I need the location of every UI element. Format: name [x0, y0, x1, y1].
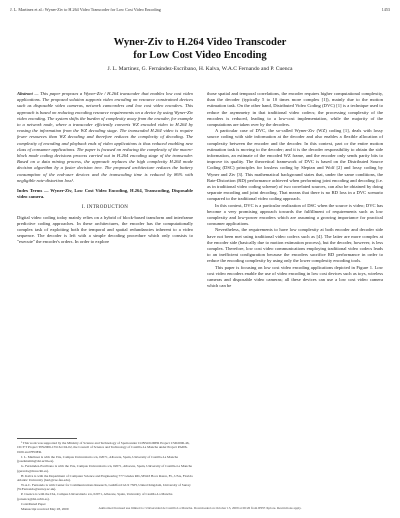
author-list: J. L. Martinez, G. Fernández-Escribano, H. Kalva, W.A.C Fernando and P. Cuenca [107, 66, 293, 72]
right-column [207, 91, 383, 290]
body-paragraph: Digital video coding today mainly relies on a hybrid of block-based transform and interframe predictive coding approaches. In these architectures, the encoder has the computationally complex task of exploiting both the temporal and spatial redundancies inherent to a video sequence. The decoder is left with a simple decoding procedure which only consists to "execute" the encoder's orders. In order to explore [17, 214, 193, 245]
index-terms: Index Terms — Wyner-Ziv, Low Cost Video Encoding, H.264, Transcoding, Disposable video camera. [17, 188, 193, 200]
footnote: P. Cuenca is with the I3A, Campus Universitario s/n, 02071, Albacete, Spain, University of Castilla-La Mancha (pcuenca@dsi.uclm.es). [17, 492, 173, 501]
title-line-1: Wyner-Ziv to H.264 Video Transcoder [113, 37, 287, 48]
footnote: W.A.C. Fernando is with Center for Communications Research, Guildford GU2 7XH, United Kingdom, University of Surrey (W.Fernando@surrey.ac.uk). [17, 483, 191, 492]
running-head [10, 7, 390, 12]
footnote-divider [17, 438, 77, 439]
license-notice: Authorized licensed use limited to: Universidad de Castilla La Mancha. Downloaded on October 13, 2009 at 06:26 from IEEE Xplore. Restrictions apply. [98, 506, 302, 510]
footnote: Contributed Paper [21, 501, 46, 506]
footnote: Manuscript received May 28, 2009 [21, 506, 69, 511]
footnote: J. L. Martinez is with the I3A, Campus Universitario s/n, 02071, Albacete, Spain, University of Castilla-La Mancha (joseluismm@dsi.uclm.es). [17, 454, 178, 464]
abstract-label: Abstract [17, 91, 33, 96]
body-paragraph: This paper is focusing on low cost video encoding applications depicted in Figure 1. Low cost video encoders enable the use of video encoding in low cost devices such as toys, wireless cameras and disposable video cameras; all these devices can use a low cost video camera which can be [207, 264, 383, 289]
title-line-2: for Low Cost Video Encoding [133, 50, 267, 61]
footnote: H. Kalva is with the Department of Computer Science and Engineering 777 Glades RD.,SE#43 Boca Raton, FL, USA, Florida Atlantic University (hari@cse.fau.edu). [17, 473, 193, 483]
paper-title [0, 36, 400, 62]
section-heading-introduction: I. INTRODUCTION [81, 205, 129, 211]
footnote: ¹ This work was supported by the Ministry of Science and Technology of Spain under CONSOLIDER Project CSD2006-46, CICYT Project TIN2006-15516-C04-02, the Council of Science and Technology of Castilla-La Mancha under Project PAI06-0106 and FEDER. [17, 441, 190, 454]
body-paragraph: those spatial and temporal correlations, the encoder requires higher computational complexity, than the decoder (typically 5 to 10 times more complex [1]), mainly due to the motion estimation task. On the other hand, Distributed Video Coding (DVC) [1] is a technique used to reduce the asymmetry in that traditional video codecs; the processing complexity of the encoders is reduced, leading to a low-cost implementation, while the majority of the computations are taken over by the decoders. [207, 91, 383, 128]
abstract [17, 91, 193, 184]
body-paragraph: In this context, DVC is a particular realization of DSC when the source is video; DVC has become a very promising approach towards the fulfillment of requirements such as low complexity and low-power encoders which are assuming a growing importance for practical consumer applications. [207, 202, 383, 227]
footnote: G. Fernández-Escribano is with the I3A, Campus Universitario s/n, 02071, Albacete, Spain, University of Castilla-La Mancha (gerardo@dsi.uclm.es). [17, 464, 192, 473]
abstract-text: — This paper proposes a Wyner-Ziv / H.264 transcoder that enables low cost video applications. The proposed solution supports video encoding on resource constrained devices such as disposable video cameras, network camcorders and low cost video encoders. This approach is based on reducing encoding resource requirements on a device by using Wyner-Ziv video encoding. The system shifts the burden of complexity away from the encoder, for example to a network node, where a transcoder efficiently converts WZ encoded video to H.264 by reusing the information from the WZ decoding stage. The transcoded H.264 video is require fewer resources than WZ decoding and therefore reduces the complexity of decoding. The complexity of encoding and playback ends of video applications is thus reduced enabling new class of consumer applications. The paper is focused on reducing the complexity of the macro-block mode coding decisions process carried out in H.264 encoding stage of the transcoder. Based on a data mining process, the approach replaces the high complexity H.264 mode decision algorithm by a faster decision tree. The proposed architecture reduces the battery consumption of the end-user devices and the transcoding time is reduced by 86% with negligible rate-distortion loss¹. [17, 91, 193, 183]
footnotes [17, 438, 193, 512]
body-paragraph: Nevertheless, the requirements to have low complexity at both encoder and decoder side have not been met using traditional video codecs such as [4]. The latter are more complex at the encoder side (basically due to motion estimation process), but the decoder, however, is less complex. Therefore, low cost video communications employing traditional video codecs leads to an inefficient configuration because the encoders sacrifice RD performance in order to reduce the encoding complexity by using only the lower complexity encoding tools. [207, 227, 383, 264]
left-column [17, 91, 193, 246]
running-head-text: J. L. Martinez et al.: Wyner-Ziv to H.264 Video Transcoder for Low Cost Video Encoding [10, 7, 161, 12]
page-number: 1453 [381, 7, 390, 12]
body-paragraph: A particular case of DVC, the so-called Wyner-Ziv (WZ) coding [1], deals with lossy source coding with side information at the decoder and also enables a flexible allocation of complexity between the encoder and the decoder. In this context, part or the entire motion estimation task is moving to the decoder; and it is the decoder responsibility to obtain the side information, an estimate of the encoded WZ frame, and the encoder only sends parity bits to improve its quality. The theoretical framework of DVC is based on the Distributed Source Coding (DSC) principles for lossless coding by Slepian and Wolf [2] and lossy coding by Wyner and Ziv [3]. This mathematical background states that, under the same conditions, the Rate-Distortion (RD) performance achieved when performing joint encoding and decoding (i.e. as in traditional video coding scheme) of two correlated sources, can also be obtained by doing separate encoding and joint decoding. That means that there is no RD loss in a DVC scenario compared to the traditional video coding approach. [207, 128, 383, 202]
